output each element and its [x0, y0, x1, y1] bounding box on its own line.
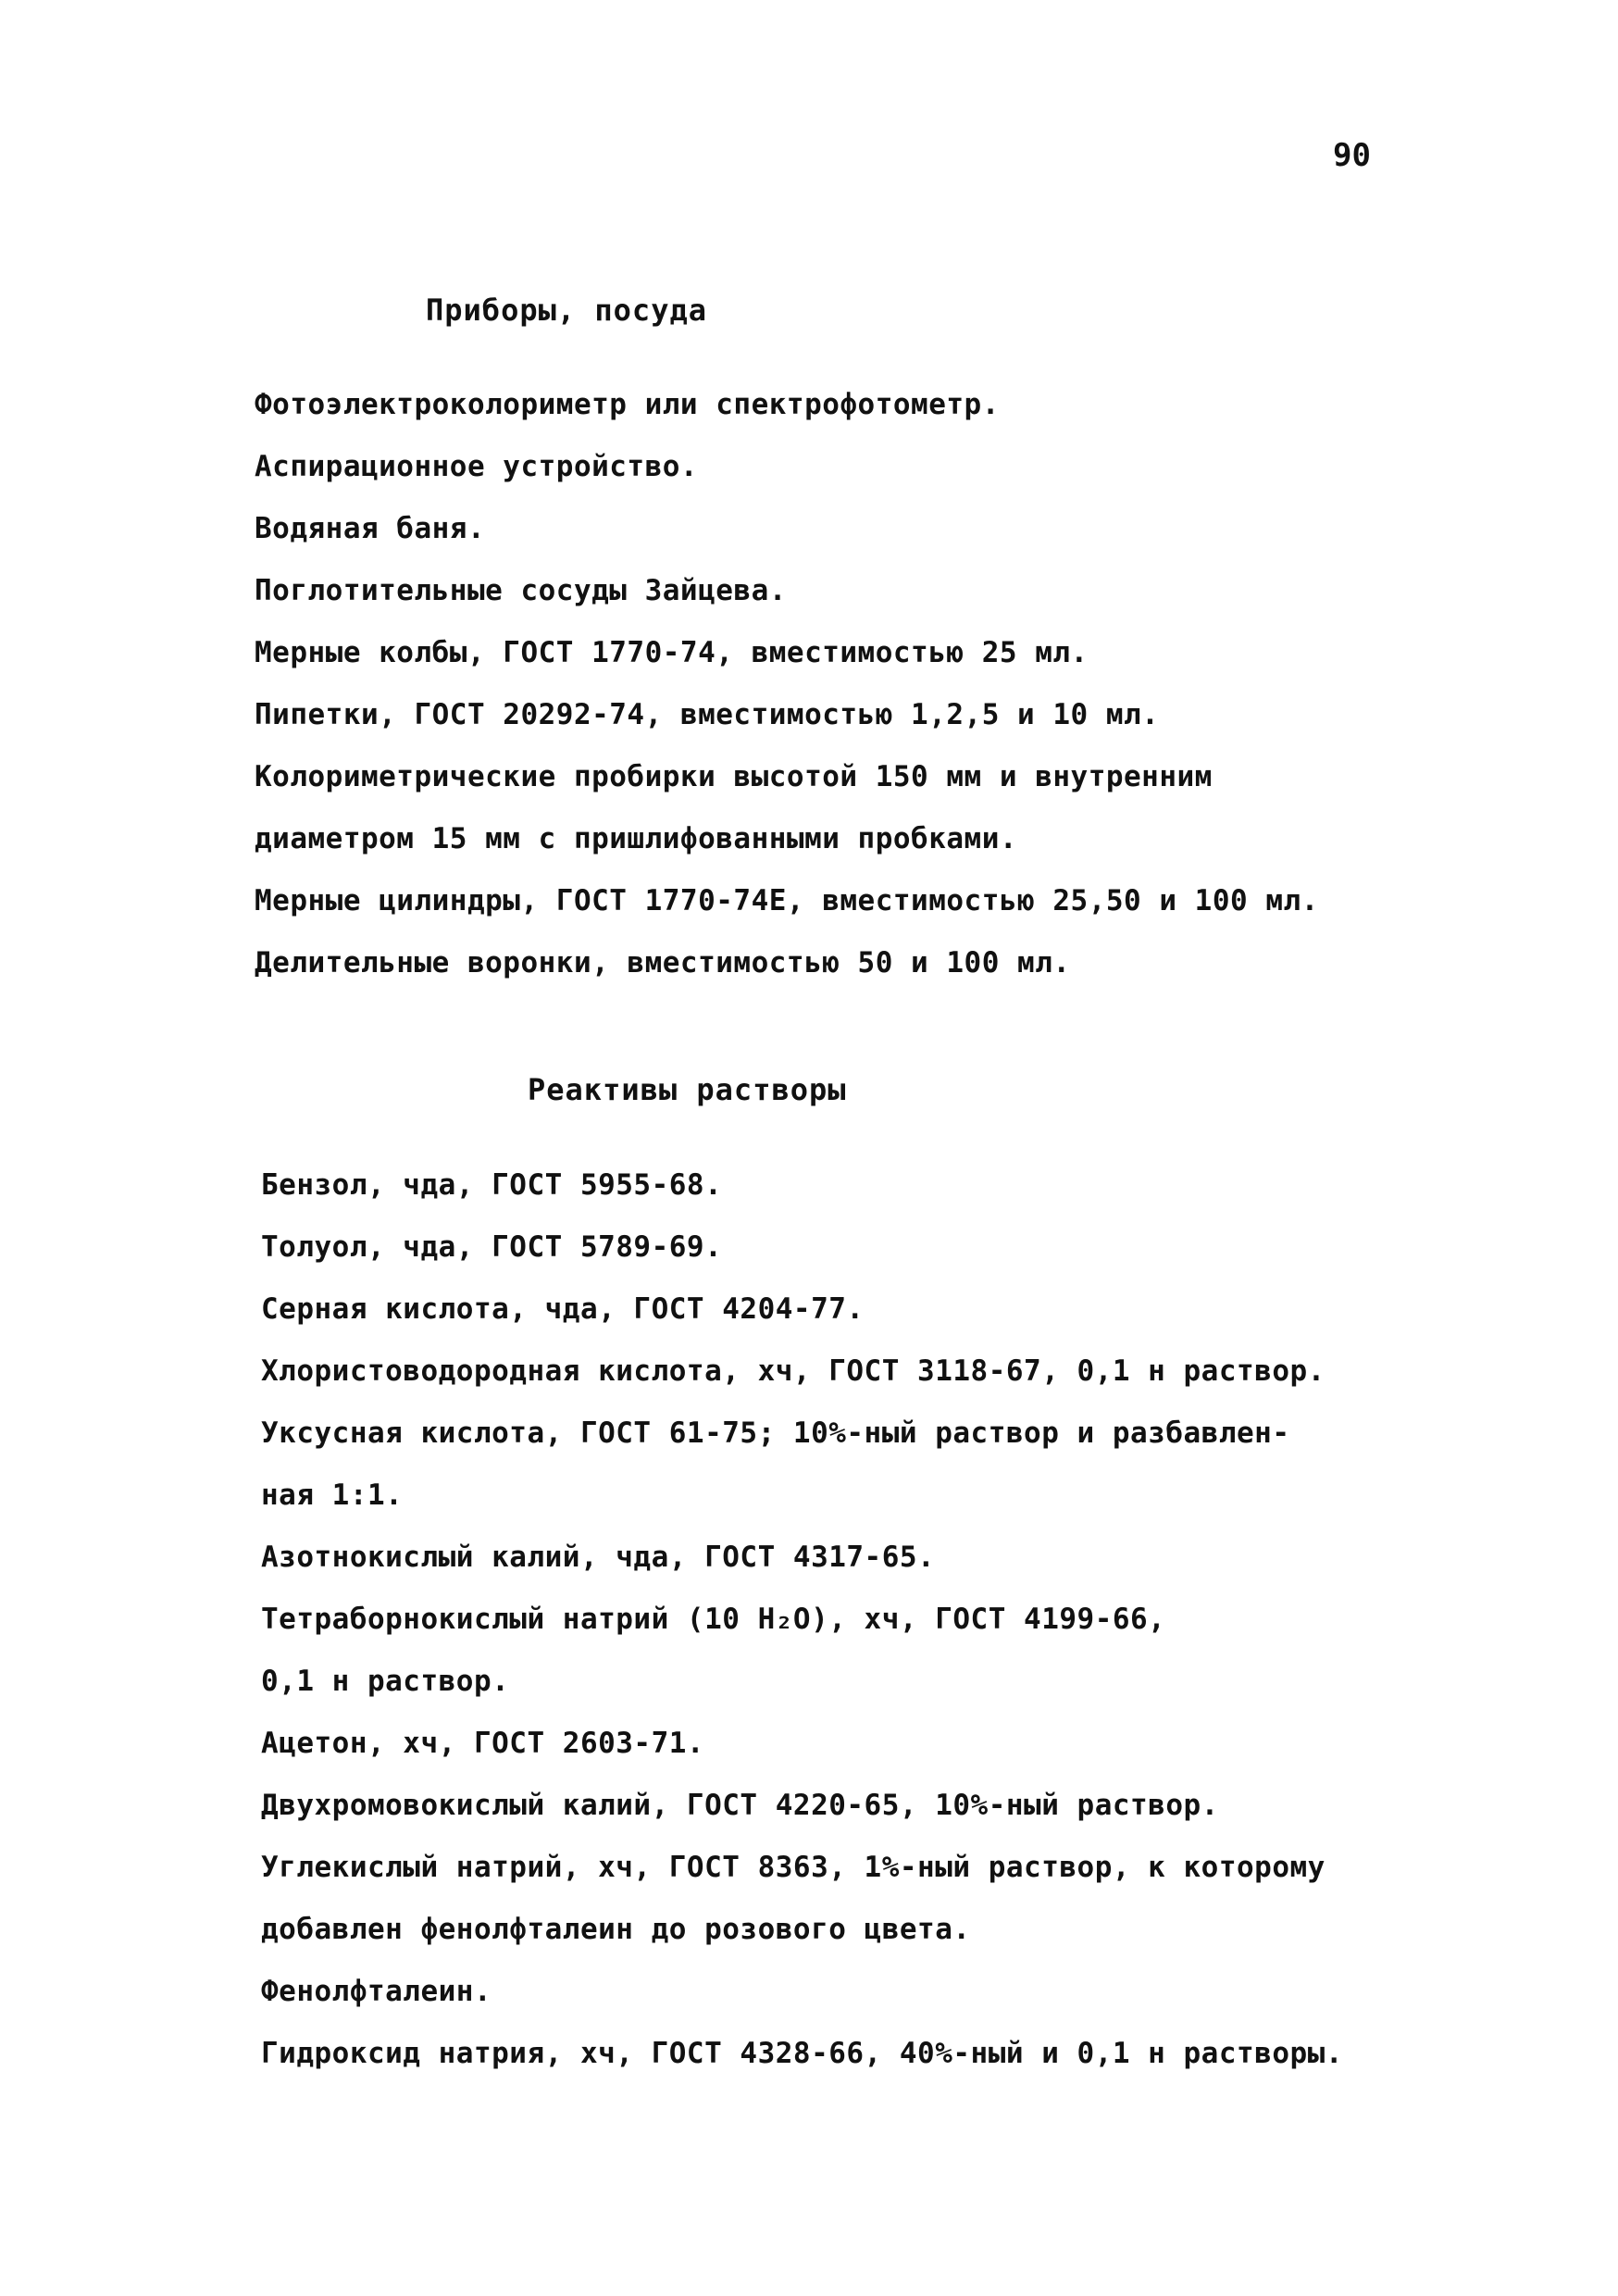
instrument-item: Колориметрические пробирки высотой 150 мм и внутренним: [255, 760, 1213, 793]
reagent-item: Фенолфталеин.: [261, 1975, 492, 2008]
instrument-item: Водяная баня.: [255, 512, 486, 545]
reagent-item: Толуол, чда, ГОСТ 5789-69.: [261, 1230, 723, 1264]
reagent-item: Тетраборнокислый натрий (10 H₂O), хч, ГОСТ 4199-66,: [261, 1603, 1166, 1636]
reagent-item: Бензол, чда, ГОСТ 5955-68.: [261, 1168, 723, 1202]
instrument-item: Пипетки, ГОСТ 20292-74, вместимостью 1,2,5 и 10 мл.: [255, 698, 1160, 731]
instrument-item: диаметром 15 мм с пришлифованными пробками.: [255, 822, 1018, 855]
instrument-item: Мерные цилиндры, ГОСТ 1770-74Е, вместимостью 25,50 и 100 мл.: [255, 884, 1319, 917]
instrument-item: Мерные колбы, ГОСТ 1770-74, вместимостью 25 мл.: [255, 636, 1089, 669]
reagent-item: Углекислый натрий, хч, ГОСТ 8363, 1%-ный раствор, к которому: [261, 1851, 1326, 1884]
instrument-item: Делительные воронки, вместимостью 50 и 100 мл.: [255, 946, 1071, 980]
reagent-item: Двухромовокислый калий, ГОСТ 4220-65, 10%-ный раствор.: [261, 1789, 1219, 1822]
instrument-item: Фотоэлектроколориметр или спектрофотометр.: [255, 388, 1000, 421]
reagent-item: ная 1:1.: [261, 1479, 404, 1512]
reagent-item: Гидроксид натрия, хч, ГОСТ 4328-66, 40%-ный и 0,1 н растворы.: [261, 2037, 1343, 2070]
reagent-item: Азотнокислый калий, чда, ГОСТ 4317-65.: [261, 1541, 936, 1574]
section-title-instruments: Приборы, посуда: [426, 293, 707, 328]
reagent-item: Ацетон, хч, ГОСТ 2603-71.: [261, 1727, 705, 1760]
page-number: 90: [1333, 137, 1371, 174]
instrument-item: Аспирационное устройство.: [255, 450, 699, 483]
instruments-list: [255, 374, 1319, 994]
reagent-item: Хлористоводородная кислота, хч, ГОСТ 3118-67, 0,1 н раствор.: [261, 1354, 1326, 1388]
reagent-item: Серная кислота, чда, ГОСТ 4204-77.: [261, 1292, 865, 1326]
reagents-list: [261, 1154, 1343, 2085]
reagent-item: Уксусная кислота, ГОСТ 61-75; 10%-ный раствор и разбавлен-: [261, 1416, 1290, 1450]
reagent-item: добавлен фенолфталеин до розового цвета.: [261, 1913, 971, 1946]
section-title-reagents: Реактивы растворы: [528, 1072, 847, 1107]
instrument-item: Поглотительные сосуды Зайцева.: [255, 574, 787, 607]
reagent-item: 0,1 н раствор.: [261, 1665, 510, 1698]
